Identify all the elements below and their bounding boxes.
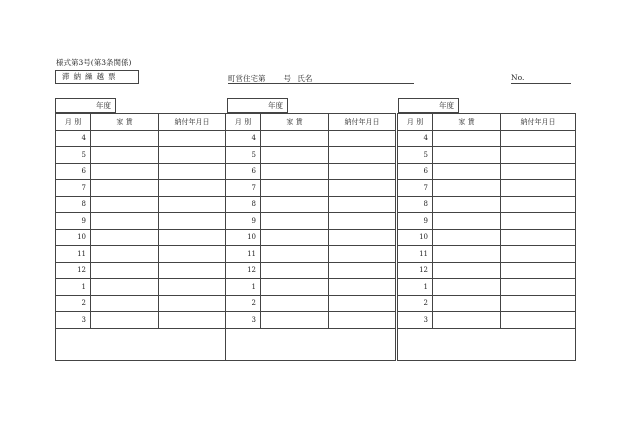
month-cell: 11: [398, 246, 433, 263]
table-row: [226, 279, 395, 296]
rent-cell[interactable]: [261, 295, 329, 312]
column-header-rent: 家 賃: [261, 114, 329, 130]
month-cell: 6: [226, 163, 261, 180]
table-row: [398, 279, 575, 296]
year-label: 年度: [268, 101, 283, 110]
housing-label: 町営住宅第: [228, 74, 266, 83]
table-row: [398, 163, 575, 180]
rent-cell[interactable]: [261, 279, 329, 296]
month-cell: 9: [56, 213, 91, 230]
column-header-month: 月 別: [56, 114, 91, 130]
table-row: [56, 295, 225, 312]
paid-date-cell[interactable]: [329, 279, 396, 296]
rent-cell[interactable]: [91, 246, 159, 263]
rent-cell[interactable]: [433, 130, 501, 147]
month-cell: 1: [226, 279, 261, 296]
paid-date-cell[interactable]: [501, 262, 576, 279]
month-cell: 12: [226, 262, 261, 279]
month-cell: 10: [56, 229, 91, 246]
rent-cell[interactable]: [261, 163, 329, 180]
table-row: [226, 163, 395, 180]
month-cell: 7: [226, 180, 261, 197]
table-row: [226, 246, 395, 263]
rent-cell[interactable]: [433, 163, 501, 180]
rent-cell[interactable]: [261, 147, 329, 164]
rent-cell[interactable]: [433, 180, 501, 197]
table-row: [56, 262, 225, 279]
year-box: [227, 98, 288, 113]
no-label: No.: [511, 73, 525, 82]
month-cell: 3: [226, 312, 261, 329]
paid-date-cell[interactable]: [159, 312, 226, 329]
month-cell: 9: [226, 213, 261, 230]
month-cell: 6: [398, 163, 433, 180]
table-row: [56, 147, 225, 164]
paid-date-cell[interactable]: [159, 279, 226, 296]
paid-date-cell[interactable]: [329, 130, 396, 147]
table-row: [56, 163, 225, 180]
rent-cell[interactable]: [91, 147, 159, 164]
rent-cell[interactable]: [433, 213, 501, 230]
rent-cell[interactable]: [91, 196, 159, 213]
column-header-rent: 家 賃: [433, 114, 501, 130]
month-cell: 6: [56, 163, 91, 180]
paid-date-cell[interactable]: [329, 312, 396, 329]
column-header-paid-date: 納付年月日: [501, 114, 576, 130]
remarks-area: [398, 329, 575, 390]
month-cell: 11: [56, 246, 91, 263]
rent-cell[interactable]: [433, 279, 501, 296]
rent-cell[interactable]: [433, 246, 501, 263]
number-suffix: 号: [283, 74, 291, 83]
paid-date-cell[interactable]: [501, 147, 576, 164]
table-row: [56, 213, 225, 230]
table-row: [56, 180, 225, 197]
paid-date-cell[interactable]: [501, 312, 576, 329]
rent-cell[interactable]: [433, 295, 501, 312]
month-cell: 10: [226, 229, 261, 246]
month-cell: 2: [398, 295, 433, 312]
month-cell: 4: [226, 130, 261, 147]
paid-date-cell[interactable]: [159, 246, 226, 263]
rent-cell[interactable]: [91, 295, 159, 312]
table-row: [226, 196, 395, 213]
table-row: [398, 147, 575, 164]
rent-cell[interactable]: [91, 279, 159, 296]
paid-date-cell[interactable]: [501, 246, 576, 263]
rent-cell[interactable]: [261, 213, 329, 230]
rent-cell[interactable]: [433, 262, 501, 279]
paid-date-cell[interactable]: [501, 279, 576, 296]
month-cell: 5: [226, 147, 261, 164]
rent-cell[interactable]: [91, 262, 159, 279]
month-cell: 4: [56, 130, 91, 147]
month-cell: 8: [56, 196, 91, 213]
month-cell: 8: [226, 196, 261, 213]
ledger-table: [397, 113, 576, 361]
month-cell: 2: [56, 295, 91, 312]
remarks-area: [56, 329, 225, 390]
rent-cell[interactable]: [91, 312, 159, 329]
rent-cell[interactable]: [433, 147, 501, 164]
rent-cell[interactable]: [433, 312, 501, 329]
table-row: [56, 130, 225, 147]
column-header-month: 月 別: [398, 114, 433, 130]
year-box: [55, 98, 116, 113]
table-row: [56, 196, 225, 213]
paid-date-cell[interactable]: [329, 196, 396, 213]
column-header-month: 月 別: [226, 114, 261, 130]
paid-date-cell[interactable]: [329, 147, 396, 164]
table-row: [226, 130, 395, 147]
paid-date-cell[interactable]: [159, 130, 226, 147]
table-row: [56, 279, 225, 296]
table-row: [56, 229, 225, 246]
paid-date-cell[interactable]: [501, 213, 576, 230]
paid-date-cell[interactable]: [329, 213, 396, 230]
rent-cell[interactable]: [261, 229, 329, 246]
month-cell: 1: [56, 279, 91, 296]
column-header-paid-date: 納付年月日: [159, 114, 226, 130]
paid-date-cell[interactable]: [501, 295, 576, 312]
month-cell: 8: [398, 196, 433, 213]
paid-date-cell[interactable]: [159, 295, 226, 312]
table-row: [398, 229, 575, 246]
month-cell: 10: [398, 229, 433, 246]
remarks-area: [226, 329, 395, 390]
rent-cell[interactable]: [91, 130, 159, 147]
year-label: 年度: [96, 101, 111, 110]
month-cell: 1: [398, 279, 433, 296]
year-box: [398, 98, 459, 113]
table-row: [398, 262, 575, 279]
table-row: [56, 312, 225, 329]
table-row: [398, 312, 575, 329]
table-row: [398, 213, 575, 230]
table-row: [398, 196, 575, 213]
table-row: [226, 229, 395, 246]
paid-date-cell[interactable]: [159, 163, 226, 180]
column-header-rent: 家 賃: [91, 114, 159, 130]
form-number: 様式第3号(第3条関係): [56, 58, 132, 67]
ledger-table: [55, 113, 226, 361]
month-cell: 9: [398, 213, 433, 230]
column-header-paid-date: 納付年月日: [329, 114, 396, 130]
month-cell: 7: [398, 180, 433, 197]
paid-date-cell[interactable]: [329, 163, 396, 180]
paid-date-cell[interactable]: [159, 213, 226, 230]
name-label: 氏名: [297, 74, 313, 83]
table-row: [226, 180, 395, 197]
table-row: [398, 180, 575, 197]
month-cell: 12: [398, 262, 433, 279]
table-row: [56, 246, 225, 263]
table-row: [226, 262, 395, 279]
year-label: 年度: [439, 101, 454, 110]
paid-date-cell[interactable]: [159, 262, 226, 279]
rent-cell[interactable]: [261, 196, 329, 213]
paid-date-cell[interactable]: [501, 196, 576, 213]
paid-date-cell[interactable]: [159, 196, 226, 213]
month-cell: 11: [226, 246, 261, 263]
paid-date-cell[interactable]: [329, 180, 396, 197]
table-row: [398, 246, 575, 263]
rent-cell[interactable]: [433, 229, 501, 246]
table-row: [226, 312, 395, 329]
rent-cell[interactable]: [261, 262, 329, 279]
month-cell: 7: [56, 180, 91, 197]
month-cell: 2: [226, 295, 261, 312]
paid-date-cell[interactable]: [159, 180, 226, 197]
rent-cell[interactable]: [91, 180, 159, 197]
rent-cell[interactable]: [91, 163, 159, 180]
paid-date-cell[interactable]: [501, 130, 576, 147]
paid-date-cell[interactable]: [501, 163, 576, 180]
rent-cell[interactable]: [261, 180, 329, 197]
paid-date-cell[interactable]: [329, 262, 396, 279]
name-underline: [228, 83, 414, 84]
paid-date-cell[interactable]: [329, 229, 396, 246]
table-row: [226, 295, 395, 312]
table-row: [398, 130, 575, 147]
rent-cell[interactable]: [261, 246, 329, 263]
paid-date-cell[interactable]: [329, 246, 396, 263]
rent-cell[interactable]: [91, 229, 159, 246]
ledger-table: [225, 113, 396, 361]
month-cell: 5: [398, 147, 433, 164]
rent-cell[interactable]: [261, 130, 329, 147]
form-title: 滞納繰越票: [55, 70, 139, 84]
month-cell: 4: [398, 130, 433, 147]
paid-date-cell[interactable]: [329, 295, 396, 312]
paid-date-cell[interactable]: [159, 229, 226, 246]
month-cell: 12: [56, 262, 91, 279]
rent-cell[interactable]: [91, 213, 159, 230]
no-underline: [511, 83, 571, 84]
month-cell: 5: [56, 147, 91, 164]
paid-date-cell[interactable]: [501, 180, 576, 197]
rent-cell[interactable]: [261, 312, 329, 329]
month-cell: 3: [398, 312, 433, 329]
table-row: [226, 213, 395, 230]
paid-date-cell[interactable]: [159, 147, 226, 164]
table-row: [226, 147, 395, 164]
rent-cell[interactable]: [433, 196, 501, 213]
paid-date-cell[interactable]: [501, 229, 576, 246]
month-cell: 3: [56, 312, 91, 329]
table-row: [398, 295, 575, 312]
